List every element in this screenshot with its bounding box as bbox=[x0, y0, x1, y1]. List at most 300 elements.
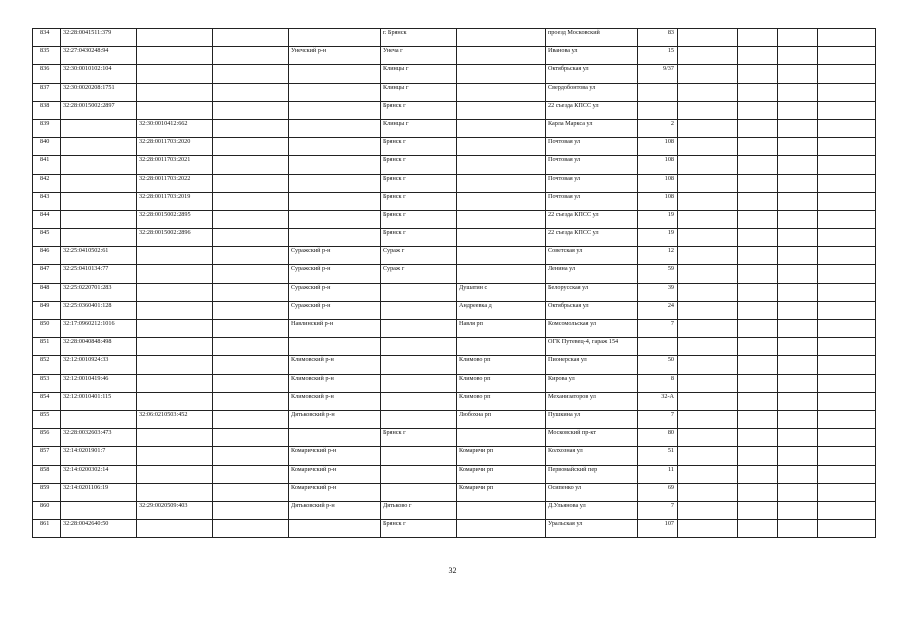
settlement-cell: Комаричи рп bbox=[457, 447, 546, 465]
city-cell bbox=[381, 356, 457, 374]
city-cell: Брянск г bbox=[381, 229, 457, 247]
table-row bbox=[33, 29, 876, 47]
empty-cell bbox=[678, 192, 738, 210]
empty-cell bbox=[213, 247, 289, 265]
city-cell: Брянск г bbox=[381, 429, 457, 447]
table-row bbox=[33, 465, 876, 483]
table-row bbox=[33, 47, 876, 65]
empty-cell bbox=[778, 192, 818, 210]
empty-cell bbox=[738, 320, 778, 338]
city-cell: Брянск г bbox=[381, 192, 457, 210]
empty-cell bbox=[818, 29, 876, 47]
street-cell: Почтовая ул bbox=[546, 174, 638, 192]
row-number-cell: 843 bbox=[33, 192, 61, 210]
cadastral-number-alt-cell bbox=[137, 392, 213, 410]
empty-cell bbox=[738, 247, 778, 265]
house-number-cell: 8 bbox=[638, 374, 678, 392]
empty-cell bbox=[678, 465, 738, 483]
empty-cell bbox=[213, 265, 289, 283]
empty-cell bbox=[678, 520, 738, 538]
empty-cell bbox=[818, 392, 876, 410]
house-number-cell: 9/37 bbox=[638, 65, 678, 83]
empty-cell bbox=[778, 465, 818, 483]
settlement-cell bbox=[457, 429, 546, 447]
empty-cell bbox=[213, 65, 289, 83]
district-cell bbox=[289, 192, 381, 210]
empty-cell bbox=[818, 338, 876, 356]
empty-cell bbox=[678, 83, 738, 101]
empty-cell bbox=[738, 119, 778, 137]
cadastral-number-cell: 32:25:0360401:128 bbox=[61, 301, 137, 319]
house-number-cell: 108 bbox=[638, 192, 678, 210]
empty-cell bbox=[778, 29, 818, 47]
empty-cell bbox=[678, 29, 738, 47]
table-row bbox=[33, 83, 876, 101]
table-row bbox=[33, 265, 876, 283]
city-cell: Клинцы г bbox=[381, 83, 457, 101]
settlement-cell bbox=[457, 210, 546, 228]
row-number-cell: 840 bbox=[33, 138, 61, 156]
district-cell: Дятьковский р-н bbox=[289, 410, 381, 428]
street-cell: Иванова ул bbox=[546, 47, 638, 65]
empty-cell bbox=[738, 447, 778, 465]
house-number-cell: 12 bbox=[638, 247, 678, 265]
district-cell bbox=[289, 338, 381, 356]
house-number-cell bbox=[638, 83, 678, 101]
empty-cell bbox=[738, 65, 778, 83]
cadastral-number-alt-cell: 32:28:0015002:2896 bbox=[137, 229, 213, 247]
house-number-cell: 2 bbox=[638, 119, 678, 137]
empty-cell bbox=[738, 520, 778, 538]
table-row bbox=[33, 374, 876, 392]
row-number-cell: 856 bbox=[33, 429, 61, 447]
house-number-cell bbox=[638, 338, 678, 356]
street-cell: Пушкина ул bbox=[546, 410, 638, 428]
empty-cell bbox=[213, 174, 289, 192]
cadastral-number-alt-cell bbox=[137, 47, 213, 65]
house-number-cell: 11 bbox=[638, 465, 678, 483]
empty-cell bbox=[778, 156, 818, 174]
empty-cell bbox=[213, 229, 289, 247]
settlement-cell bbox=[457, 138, 546, 156]
row-number-cell: 844 bbox=[33, 210, 61, 228]
table-row bbox=[33, 392, 876, 410]
settlement-cell: Климово рп bbox=[457, 356, 546, 374]
table-row bbox=[33, 156, 876, 174]
cadastral-number-cell bbox=[61, 174, 137, 192]
empty-cell bbox=[818, 301, 876, 319]
empty-cell bbox=[738, 229, 778, 247]
empty-cell bbox=[738, 47, 778, 65]
settlement-cell: Комаричи рп bbox=[457, 483, 546, 501]
district-cell: Суражский р-н bbox=[289, 283, 381, 301]
settlement-cell: Душатин с bbox=[457, 283, 546, 301]
row-number-cell: 845 bbox=[33, 229, 61, 247]
house-number-cell: 19 bbox=[638, 229, 678, 247]
cadastral-number-alt-cell bbox=[137, 465, 213, 483]
cadastral-number-alt-cell bbox=[137, 447, 213, 465]
empty-cell bbox=[778, 520, 818, 538]
empty-cell bbox=[738, 301, 778, 319]
empty-cell bbox=[678, 301, 738, 319]
empty-cell bbox=[778, 301, 818, 319]
empty-cell bbox=[678, 320, 738, 338]
house-number-cell: 108 bbox=[638, 174, 678, 192]
empty-cell bbox=[678, 138, 738, 156]
street-cell: Октябрьская ул bbox=[546, 65, 638, 83]
row-number-cell: 846 bbox=[33, 247, 61, 265]
empty-cell bbox=[213, 101, 289, 119]
table-row bbox=[33, 483, 876, 501]
settlement-cell bbox=[457, 192, 546, 210]
street-cell: Почтовая ул bbox=[546, 138, 638, 156]
empty-cell bbox=[738, 356, 778, 374]
cadastral-number-alt-cell bbox=[137, 320, 213, 338]
house-number-cell: 32-А bbox=[638, 392, 678, 410]
empty-cell bbox=[213, 429, 289, 447]
cadastral-number-cell: 32:12:0010924:33 bbox=[61, 356, 137, 374]
empty-cell bbox=[778, 392, 818, 410]
empty-cell bbox=[818, 119, 876, 137]
table-row bbox=[33, 210, 876, 228]
city-cell bbox=[381, 338, 457, 356]
empty-cell bbox=[738, 501, 778, 519]
empty-cell bbox=[213, 501, 289, 519]
district-cell: Климовский р-н bbox=[289, 356, 381, 374]
empty-cell bbox=[678, 47, 738, 65]
street-cell: Карла Маркса ул bbox=[546, 119, 638, 137]
street-cell: Д.Ульянова ул bbox=[546, 501, 638, 519]
empty-cell bbox=[818, 483, 876, 501]
settlement-cell: Андреевка д bbox=[457, 301, 546, 319]
row-number-cell: 852 bbox=[33, 356, 61, 374]
empty-cell bbox=[678, 356, 738, 374]
settlement-cell bbox=[457, 47, 546, 65]
table-row bbox=[33, 174, 876, 192]
cadastral-number-alt-cell bbox=[137, 356, 213, 374]
street-cell: Ленина ул bbox=[546, 265, 638, 283]
registry-table bbox=[32, 28, 876, 538]
registry-rows bbox=[33, 29, 876, 538]
cadastral-number-cell bbox=[61, 410, 137, 428]
house-number-cell: 83 bbox=[638, 29, 678, 47]
row-number-cell: 849 bbox=[33, 301, 61, 319]
empty-cell bbox=[678, 501, 738, 519]
table-row bbox=[33, 119, 876, 137]
city-cell: Брянск г bbox=[381, 210, 457, 228]
empty-cell bbox=[738, 374, 778, 392]
district-cell: Комаричский р-н bbox=[289, 447, 381, 465]
street-cell: Комсомольская ул bbox=[546, 320, 638, 338]
empty-cell bbox=[678, 374, 738, 392]
city-cell bbox=[381, 410, 457, 428]
city-cell bbox=[381, 320, 457, 338]
empty-cell bbox=[738, 410, 778, 428]
empty-cell bbox=[818, 465, 876, 483]
empty-cell bbox=[213, 410, 289, 428]
table-row bbox=[33, 520, 876, 538]
empty-cell bbox=[778, 83, 818, 101]
settlement-cell: Навля рп bbox=[457, 320, 546, 338]
city-cell bbox=[381, 483, 457, 501]
empty-cell bbox=[778, 138, 818, 156]
city-cell bbox=[381, 301, 457, 319]
settlement-cell bbox=[457, 265, 546, 283]
street-cell: Почтовая ул bbox=[546, 156, 638, 174]
empty-cell bbox=[678, 429, 738, 447]
settlement-cell bbox=[457, 119, 546, 137]
empty-cell bbox=[678, 410, 738, 428]
street-cell: Уральская ул bbox=[546, 520, 638, 538]
table-row bbox=[33, 320, 876, 338]
empty-cell bbox=[213, 83, 289, 101]
empty-cell bbox=[818, 429, 876, 447]
settlement-cell: Климово рп bbox=[457, 392, 546, 410]
cadastral-number-alt-cell: 32:28:0011703:2020 bbox=[137, 138, 213, 156]
house-number-cell bbox=[638, 101, 678, 119]
table-row bbox=[33, 229, 876, 247]
street-cell: Механизаторов ул bbox=[546, 392, 638, 410]
row-number-cell: 859 bbox=[33, 483, 61, 501]
cadastral-number-cell bbox=[61, 138, 137, 156]
settlement-cell bbox=[457, 174, 546, 192]
cadastral-number-cell: 32:25:0220701:283 bbox=[61, 283, 137, 301]
house-number-cell: 39 bbox=[638, 283, 678, 301]
empty-cell bbox=[738, 210, 778, 228]
empty-cell bbox=[778, 47, 818, 65]
city-cell: Сураж г bbox=[381, 265, 457, 283]
house-number-cell: 7 bbox=[638, 320, 678, 338]
cadastral-number-alt-cell bbox=[137, 247, 213, 265]
empty-cell bbox=[818, 192, 876, 210]
empty-cell bbox=[678, 338, 738, 356]
empty-cell bbox=[213, 192, 289, 210]
empty-cell bbox=[678, 65, 738, 83]
table-row bbox=[33, 65, 876, 83]
empty-cell bbox=[213, 156, 289, 174]
empty-cell bbox=[738, 283, 778, 301]
district-cell: Суражский р-н bbox=[289, 265, 381, 283]
empty-cell bbox=[818, 156, 876, 174]
cadastral-number-alt-cell bbox=[137, 520, 213, 538]
empty-cell bbox=[213, 320, 289, 338]
row-number-cell: 838 bbox=[33, 101, 61, 119]
city-cell: Брянск г bbox=[381, 138, 457, 156]
city-cell: Сураж г bbox=[381, 247, 457, 265]
empty-cell bbox=[818, 447, 876, 465]
table-row bbox=[33, 338, 876, 356]
cadastral-number-cell: 32:28:0042640:50 bbox=[61, 520, 137, 538]
district-cell bbox=[289, 119, 381, 137]
cadastral-number-cell: 32:30:0010102:104 bbox=[61, 65, 137, 83]
empty-cell bbox=[678, 283, 738, 301]
city-cell: Клинцы г bbox=[381, 65, 457, 83]
empty-cell bbox=[818, 265, 876, 283]
district-cell bbox=[289, 174, 381, 192]
row-number-cell: 836 bbox=[33, 65, 61, 83]
row-number-cell: 842 bbox=[33, 174, 61, 192]
empty-cell bbox=[818, 520, 876, 538]
row-number-cell: 861 bbox=[33, 520, 61, 538]
city-cell bbox=[381, 447, 457, 465]
settlement-cell: Климово рп bbox=[457, 374, 546, 392]
house-number-cell: 59 bbox=[638, 265, 678, 283]
cadastral-number-cell bbox=[61, 119, 137, 137]
district-cell: Климовский р-н bbox=[289, 374, 381, 392]
district-cell bbox=[289, 101, 381, 119]
district-cell: Навлинский р-н bbox=[289, 320, 381, 338]
street-cell: Кирова ул bbox=[546, 374, 638, 392]
city-cell: Брянск г bbox=[381, 101, 457, 119]
street-cell: проезд Московский bbox=[546, 29, 638, 47]
cadastral-number-alt-cell: 32:28:0011703:2021 bbox=[137, 156, 213, 174]
row-number-cell: 857 bbox=[33, 447, 61, 465]
row-number-cell: 853 bbox=[33, 374, 61, 392]
row-number-cell: 860 bbox=[33, 501, 61, 519]
house-number-cell: 15 bbox=[638, 47, 678, 65]
district-cell bbox=[289, 520, 381, 538]
empty-cell bbox=[213, 301, 289, 319]
cadastral-number-cell bbox=[61, 210, 137, 228]
table-row bbox=[33, 192, 876, 210]
row-number-cell: 841 bbox=[33, 156, 61, 174]
empty-cell bbox=[738, 156, 778, 174]
street-cell: ОГК Путевец-4, гараж 154 bbox=[546, 338, 638, 356]
empty-cell bbox=[213, 119, 289, 137]
table-row bbox=[33, 301, 876, 319]
empty-cell bbox=[818, 229, 876, 247]
cadastral-number-alt-cell bbox=[137, 301, 213, 319]
empty-cell bbox=[213, 520, 289, 538]
cadastral-number-cell: 32:25:0410502:61 bbox=[61, 247, 137, 265]
street-cell: Колхозная ул bbox=[546, 447, 638, 465]
empty-cell bbox=[818, 410, 876, 428]
row-number-cell: 834 bbox=[33, 29, 61, 47]
settlement-cell bbox=[457, 65, 546, 83]
empty-cell bbox=[213, 283, 289, 301]
house-number-cell: 7 bbox=[638, 501, 678, 519]
house-number-cell: 108 bbox=[638, 156, 678, 174]
house-number-cell: 51 bbox=[638, 447, 678, 465]
city-cell: Брянск г bbox=[381, 156, 457, 174]
empty-cell bbox=[678, 174, 738, 192]
city-cell: Дятьково г bbox=[381, 501, 457, 519]
district-cell bbox=[289, 429, 381, 447]
row-number-cell: 837 bbox=[33, 83, 61, 101]
cadastral-number-cell: 32:30:0020208:1751 bbox=[61, 83, 137, 101]
row-number-cell: 839 bbox=[33, 119, 61, 137]
city-cell: г. Брянск bbox=[381, 29, 457, 47]
street-cell: Московский пр-кт bbox=[546, 429, 638, 447]
empty-cell bbox=[678, 229, 738, 247]
district-cell: Дятьковский р-н bbox=[289, 501, 381, 519]
cadastral-number-cell: 32:12:0010419:46 bbox=[61, 374, 137, 392]
cadastral-number-alt-cell: 32:28:0011703:2022 bbox=[137, 174, 213, 192]
row-number-cell: 855 bbox=[33, 410, 61, 428]
cadastral-number-alt-cell: 32:28:0015002:2895 bbox=[137, 210, 213, 228]
street-cell: Белорусская ул bbox=[546, 283, 638, 301]
empty-cell bbox=[213, 374, 289, 392]
empty-cell bbox=[678, 392, 738, 410]
house-number-cell: 24 bbox=[638, 301, 678, 319]
empty-cell bbox=[213, 47, 289, 65]
empty-cell bbox=[678, 247, 738, 265]
empty-cell bbox=[818, 138, 876, 156]
empty-cell bbox=[738, 338, 778, 356]
empty-cell bbox=[738, 29, 778, 47]
empty-cell bbox=[213, 392, 289, 410]
empty-cell bbox=[738, 101, 778, 119]
house-number-cell: 107 bbox=[638, 520, 678, 538]
row-number-cell: 854 bbox=[33, 392, 61, 410]
empty-cell bbox=[778, 447, 818, 465]
empty-cell bbox=[818, 283, 876, 301]
empty-cell bbox=[818, 374, 876, 392]
row-number-cell: 858 bbox=[33, 465, 61, 483]
empty-cell bbox=[818, 174, 876, 192]
row-number-cell: 851 bbox=[33, 338, 61, 356]
cadastral-number-cell: 32:28:0041511:379 bbox=[61, 29, 137, 47]
empty-cell bbox=[778, 65, 818, 83]
row-number-cell: 835 bbox=[33, 47, 61, 65]
cadastral-number-cell: 32:14:0201106:19 bbox=[61, 483, 137, 501]
city-cell: Унеча г bbox=[381, 47, 457, 65]
cadastral-number-cell bbox=[61, 156, 137, 174]
settlement-cell bbox=[457, 83, 546, 101]
empty-cell bbox=[778, 356, 818, 374]
city-cell bbox=[381, 374, 457, 392]
district-cell: Климовский р-н bbox=[289, 392, 381, 410]
empty-cell bbox=[778, 210, 818, 228]
district-cell: Суражский р-н bbox=[289, 247, 381, 265]
empty-cell bbox=[738, 429, 778, 447]
empty-cell bbox=[213, 483, 289, 501]
district-cell bbox=[289, 65, 381, 83]
settlement-cell bbox=[457, 29, 546, 47]
empty-cell bbox=[778, 374, 818, 392]
page-number: 32 bbox=[448, 566, 457, 575]
cadastral-number-alt-cell bbox=[137, 65, 213, 83]
empty-cell bbox=[778, 283, 818, 301]
table-row bbox=[33, 501, 876, 519]
empty-cell bbox=[778, 229, 818, 247]
cadastral-number-cell: 32:28:0040848:498 bbox=[61, 338, 137, 356]
empty-cell bbox=[778, 410, 818, 428]
settlement-cell: Любохна рп bbox=[457, 410, 546, 428]
settlement-cell bbox=[457, 338, 546, 356]
empty-cell bbox=[213, 465, 289, 483]
street-cell: 22 съезда КПСС ул bbox=[546, 210, 638, 228]
cadastral-number-alt-cell bbox=[137, 338, 213, 356]
empty-cell bbox=[678, 265, 738, 283]
cadastral-number-cell bbox=[61, 192, 137, 210]
district-cell bbox=[289, 210, 381, 228]
empty-cell bbox=[818, 47, 876, 65]
street-cell: Первомайский пер bbox=[546, 465, 638, 483]
city-cell: Клинцы г bbox=[381, 119, 457, 137]
empty-cell bbox=[818, 65, 876, 83]
empty-cell bbox=[778, 483, 818, 501]
table-row bbox=[33, 429, 876, 447]
empty-cell bbox=[818, 501, 876, 519]
street-cell: 22 съезда КПСС ул bbox=[546, 229, 638, 247]
cadastral-number-cell: 32:27:0430248:94 bbox=[61, 47, 137, 65]
house-number-cell: 50 bbox=[638, 356, 678, 374]
district-cell bbox=[289, 138, 381, 156]
empty-cell bbox=[678, 119, 738, 137]
empty-cell bbox=[678, 210, 738, 228]
empty-cell bbox=[778, 101, 818, 119]
